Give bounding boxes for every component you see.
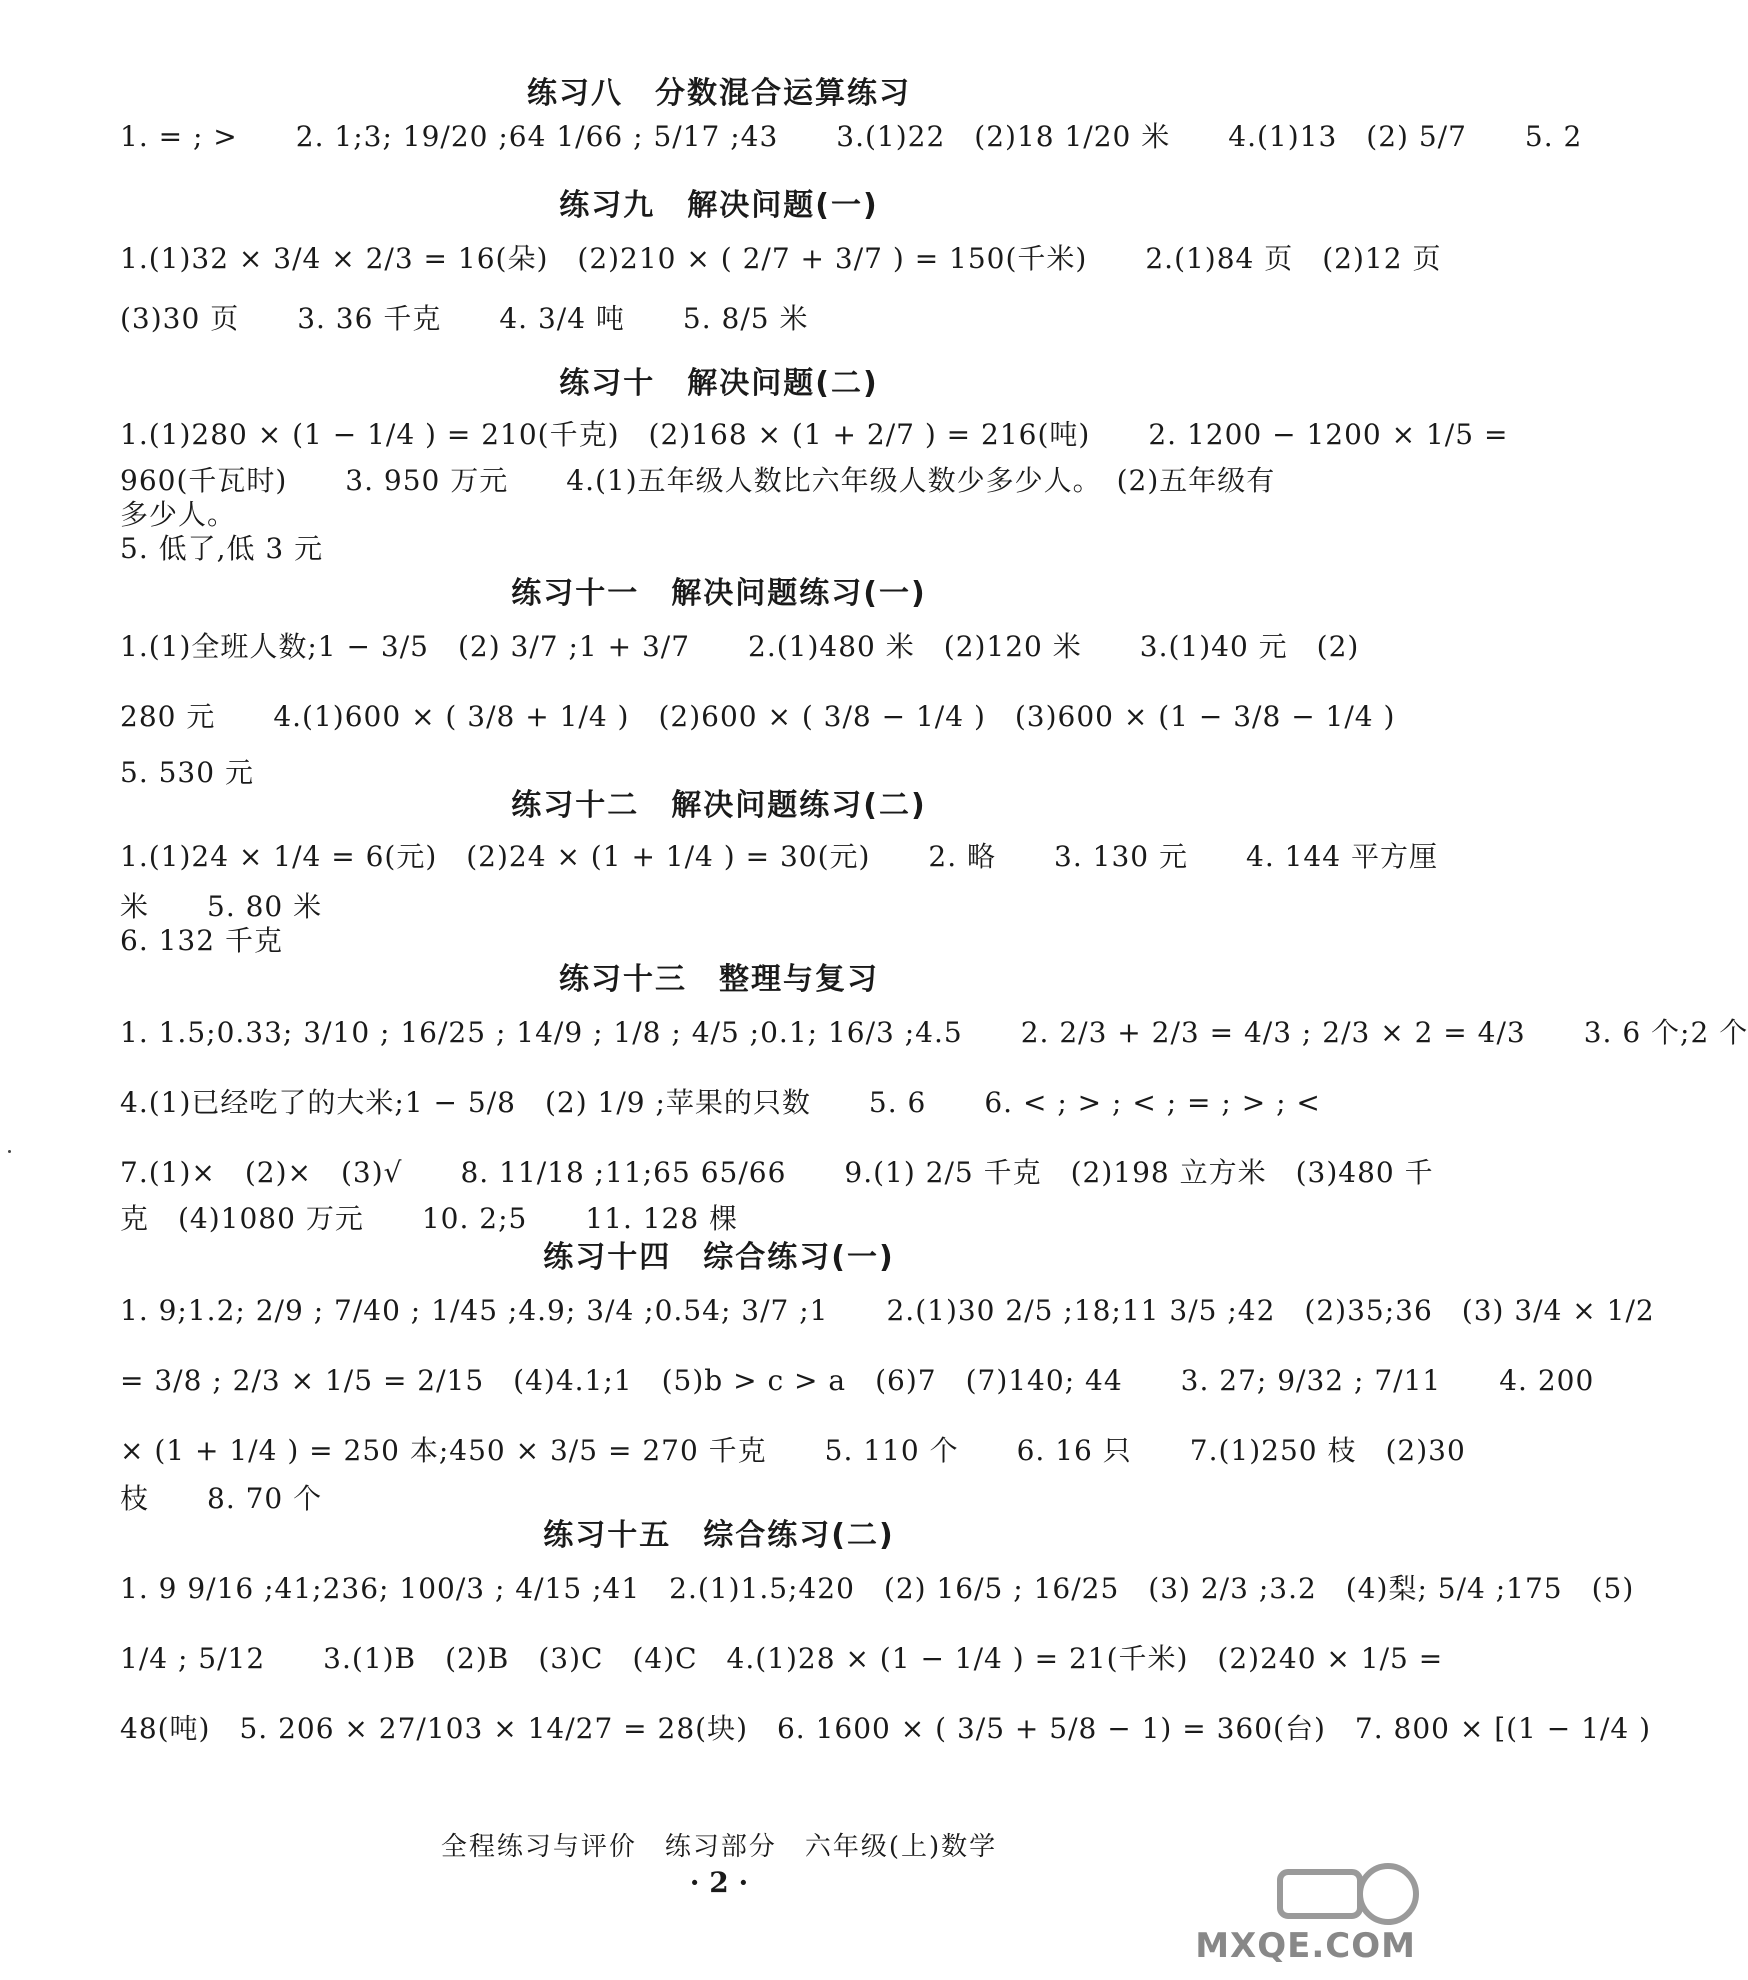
section [0, 954, 1748, 1236]
answer-line: 1.(1)24 × 1/4 = 6(元) (2)24 × (1 + 1/4 ) = 30(元) 2. 略 3. 130 元 4. 144 平方厘 [120, 840, 1438, 873]
section [0, 180, 1442, 336]
section [0, 568, 1438, 790]
answer-line: 多少人。 [120, 498, 237, 531]
section-title: 练习九 解决问题(一) [559, 188, 879, 223]
answer-line: (3)30 页 3. 36 千克 4. 3/4 吨 5. 8/5 米 [120, 302, 809, 335]
section-title: 练习八 分数混合运算练习 [527, 76, 911, 111]
answer-line: 1/4 ; 5/12 3.(1)B (2)B (3)C (4)C 4.(1)28 × (1 − 1/4 ) = 21(千米) (2)240 × 1/5 = [120, 1642, 1444, 1675]
answer-line: 6. 132 千克 [120, 924, 283, 957]
watermark-logo [1160, 1860, 1420, 1970]
watermark-logo-icon [1270, 1860, 1420, 1930]
section [0, 780, 1438, 958]
answer-line: 枝 8. 70 个 [120, 1482, 323, 1515]
section [0, 68, 1583, 154]
section [0, 1510, 1652, 1746]
answer-line: 280 元 4.(1)600 × ( 3/8 + 1/4 ) (2)600 × ( 3/8 − 1/4 ) (3)600 × (1 − 3/8 − 1/4 ) [120, 700, 1396, 733]
answer-line: 1.(1)280 × (1 − 1/4 ) = 210(千克) (2)168 × (1 + 2/7 ) = 216(吨) 2. 1200 − 1200 × 1/5 = [120, 418, 1509, 451]
section-title: 练习十四 综合练习(一) [543, 1240, 895, 1275]
answer-line: 5. 530 元 [120, 756, 254, 789]
section-title: 练习十 解决问题(二) [559, 366, 879, 401]
answer-line: = 3/8 ; 2/3 × 1/5 = 2/15 (4)4.1;1 (5)b > c > a (6)7 (7)140; 44 3. 27; 9/32 ; 7/11 4. 200 [120, 1364, 1595, 1397]
answer-line: 960(千瓦时) 3. 950 万元 4.(1)五年级人数比六年级人数少多少人。 (2)五年级有 [120, 464, 1276, 497]
answer-line: 克 (4)1080 万元 10. 2;5 11. 128 棵 [120, 1202, 739, 1235]
answer-line: 米 5. 80 米 [120, 890, 323, 923]
section [0, 1232, 1655, 1516]
answer-line: 1. = ; > 2. 1;3; 19/20 ;64 1/66 ; 5/17 ;43 3.(1)22 (2)18 1/20 米 4.(1)13 (2) 5/7 5. 2 [120, 120, 1583, 153]
scan-speck [8, 1150, 11, 1153]
section-title: 练习十三 整理与复习 [559, 962, 879, 997]
answer-line: 48(吨) 5. 206 × 27/103 × 14/27 = 28(块) 6. 1600 × ( 3/5 + 5/8 − 1) = 360(台) 7. 800 × [(1 − 1/4 ) [120, 1712, 1652, 1745]
section-title: 练习十一 解决问题练习(一) [511, 576, 927, 611]
answer-line: 1.(1)32 × 3/4 × 2/3 = 16(朵) (2)210 × ( 2/7 + 3/7 ) = 150(千米) 2.(1)84 页 (2)12 页 [120, 242, 1442, 275]
page-number: · 2 · [689, 1866, 749, 1899]
answer-line: 5. 低了,低 3 元 [120, 532, 324, 565]
watermark-text: MXQE.COM [1195, 1926, 1416, 1966]
answer-line: 1. 9 9/16 ;41;236; 100/3 ; 4/15 ;41 2.(1)1.5;420 (2) 16/5 ; 16/25 (3) 2/3 ;3.2 (4)梨; 5/4 ;175 (5) [120, 1572, 1635, 1605]
section-title: 练习十五 综合练习(二) [543, 1518, 895, 1553]
answer-line: 1. 9;1.2; 2/9 ; 7/40 ; 1/45 ;4.9; 3/4 ;0.54; 3/7 ;1 2.(1)30 2/5 ;18;11 3/5 ;42 (2)35;36 (3) 3/4 × 1/2 [120, 1294, 1655, 1327]
section [0, 358, 1509, 566]
page-footer: 全程练习与评价 练习部分 六年级(上)数学 [440, 1832, 998, 1862]
answer-line: 4.(1)已经吃了的大米;1 − 5/8 (2) 1/9 ;苹果的只数 5. 6 6. < ; > ; < ; = ; > ; < [120, 1086, 1321, 1119]
answer-line: 1. 1.5;0.33; 3/10 ; 16/25 ; 14/9 ; 1/8 ; 4/5 ;0.1; 16/3 ;4.5 2. 2/3 + 2/3 = 4/3 ; 2/3 × 2 = 4/3 3. 6 个;2 个 [120, 1016, 1748, 1049]
answer-line: 1.(1)全班人数;1 − 3/5 (2) 3/7 ;1 + 3/7 2.(1)480 米 (2)120 米 3.(1)40 元 (2) [120, 630, 1360, 663]
section-title: 练习十二 解决问题练习(二) [511, 788, 927, 823]
answer-line: × (1 + 1/4 ) = 250 本;450 × 3/5 = 270 千克 5. 110 个 6. 16 只 7.(1)250 枝 (2)30 [120, 1434, 1466, 1467]
answer-line: 7.(1)× (2)× (3)√ 8. 11/18 ;11;65 65/66 9.(1) 2/5 千克 (2)198 立方米 (3)480 千 [120, 1156, 1434, 1189]
